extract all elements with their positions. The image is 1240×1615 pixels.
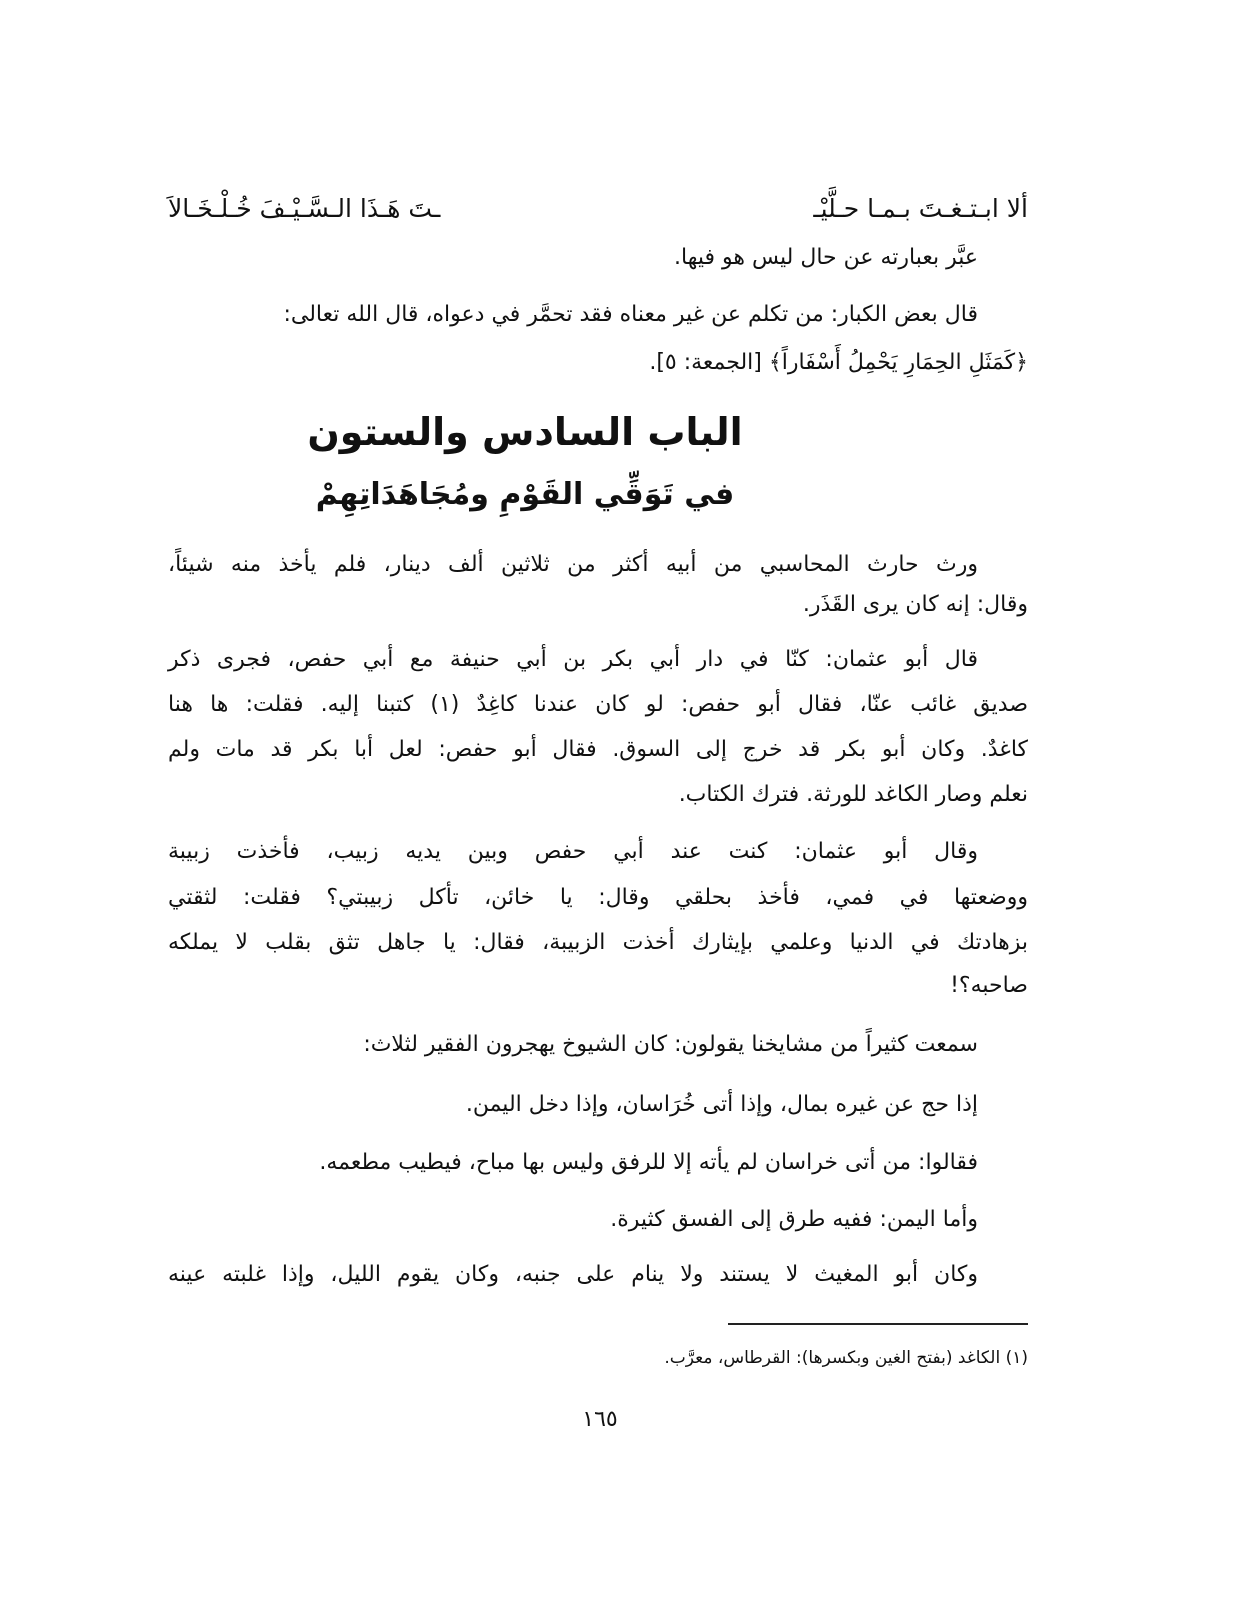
text-line: وكان أبو المغيث لا يستند ولا ينام على جنبه، وكان يقوم الليل، وإذا غلبته عينه: [168, 1262, 978, 1287]
text-line: فقالوا: من أتى خراسان لم يأته إلا للرفق وليس بها مباح، فيطيب مطعمه.: [319, 1150, 978, 1175]
text-line: سمعت كثيراً من مشايخنا يقولون: كان الشيوخ يهجرون الفقير لثلاث:: [363, 1032, 978, 1057]
chapter-title: الباب السادس والستون: [307, 410, 743, 454]
poem-verse: [168, 186, 1028, 232]
footnote: (١) الكاغد (بفتح الغين وبكسرها): القرطاس، معرَّب.: [664, 1348, 1028, 1368]
footnote-separator: [728, 1323, 1028, 1325]
text-line: بزهادتك في الدنيا وعلمي بإيثارك أخذت الزبيبة، فقال: يا جاهل تثق بقلب لا يملكه: [168, 930, 1028, 955]
chapter-subtitle: في تَوَقِّي القَوْمِ ومُجَاهَدَاتِهِمْ: [315, 477, 735, 512]
text-line: قال أبو عثمان: كنّا في دار أبي بكر بن أبي حنيفة مع أبي حفص، فجرى ذكر: [168, 647, 978, 672]
text-line: صاحبه؟!: [950, 973, 1028, 998]
text-line: إذا حج عن غيره بمال، وإذا أتى خُرَاسان، وإذا دخل اليمن.: [465, 1092, 978, 1117]
text-line: وأما اليمن: ففيه طرق إلى الفسق كثيرة.: [610, 1207, 978, 1232]
text-line: نعلم وصار الكاغد للورثة. فترك الكتاب.: [678, 782, 1028, 807]
poem-left-hemistich: ـتَ هَـذَا الـسَّـيْـفَ خُـلْـخَـالاَ: [168, 194, 441, 223]
text-line: وقال: إنه كان يرى القَذَر.: [802, 592, 1028, 617]
text-line: ووضعتها في فمي، فأخذ بحلقي وقال: يا خائن، تأكل زبيبتي؟ فقلت: لثقتي: [168, 885, 1028, 910]
text-line: صديق غائب عنّا، فقال أبو حفص: لو كان عندنا كاغِدٌ (١) كتبنا إليه. فقلت: ها هنا: [168, 692, 1028, 717]
text-line: عبَّر بعبارته عن حال ليس هو فيها.: [674, 245, 978, 270]
poem-right-hemistich: ألا ابـتـغـتَ بـمـا حـلَّيْـ: [813, 194, 1028, 223]
page-number: ١٦٥: [582, 1407, 618, 1432]
text-line: ورث حارث المحاسبي من أبيه أكثر من ثلاثين ألف دينار، فلم يأخذ منه شيئاً،: [168, 552, 978, 577]
text-line: كاغدٌ. وكان أبو بكر قد خرج إلى السوق. فقال أبو حفص: لعل أبا بكر قد مات ولم: [168, 737, 1028, 762]
text-line: وقال أبو عثمان: كنت عند أبي حفص وبين يديه زبيب، فأخذت زبيبة: [168, 839, 978, 864]
text-line: قال بعض الكبار: من تكلم عن غير معناه فقد تحمَّر في دعواه، قال الله تعالى:: [283, 302, 978, 327]
quran-verse-line: ﴿كَمَثَلِ الحِمَارِ يَحْمِلُ أَسْفَاراً﴾ [الجمعة: ٥].: [649, 350, 1028, 375]
